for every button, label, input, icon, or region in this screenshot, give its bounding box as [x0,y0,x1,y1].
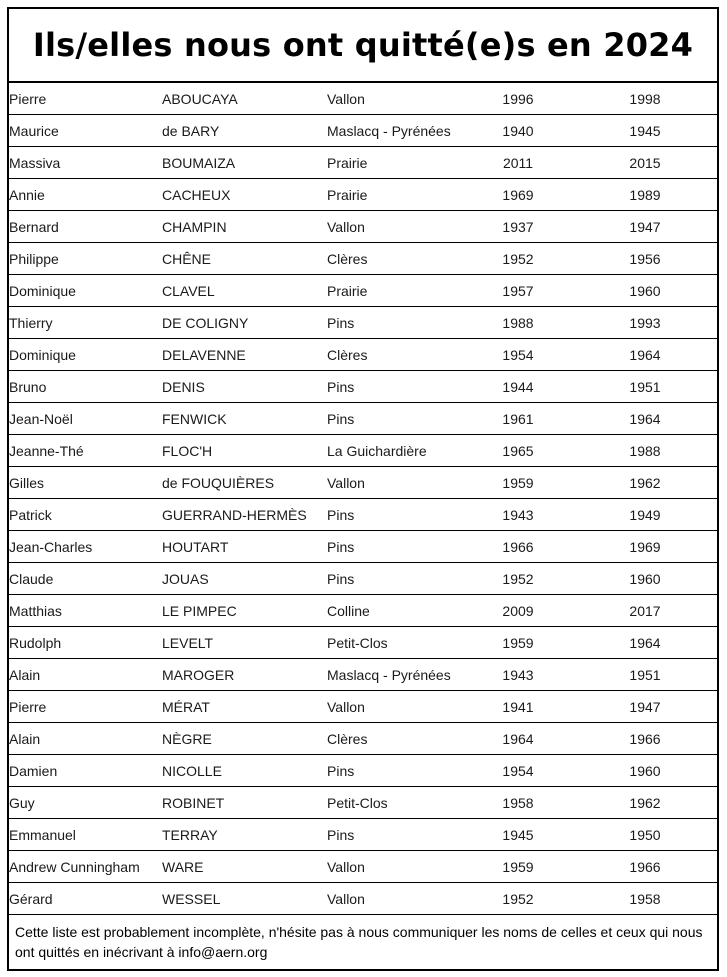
year-start-cell: 1996 [463,83,573,115]
last-name-cell: JOUAS [162,563,327,595]
first-name-cell: Bruno [9,371,162,403]
first-name-cell: Annie [9,179,162,211]
last-name-cell: GUERRAND-HERMÈS [162,499,327,531]
table-row [9,819,717,851]
table-row [9,787,717,819]
place-cell: Prairie [327,147,463,179]
year-start-cell: 1964 [463,723,573,755]
table-row [9,403,717,435]
year-end-cell: 1966 [573,851,717,883]
year-start-cell: 1940 [463,115,573,147]
last-name-cell: BOUMAIZA [162,147,327,179]
last-name-cell: DE COLIGNY [162,307,327,339]
last-name-cell: de FOUQUIÈRES [162,467,327,499]
first-name-cell: Philippe [9,243,162,275]
year-start-cell: 1937 [463,211,573,243]
first-name-cell: Guy [9,787,162,819]
last-name-cell: CACHEUX [162,179,327,211]
first-name-cell: Jean-Noël [9,403,162,435]
place-cell: Pins [327,563,463,595]
place-cell: Pins [327,819,463,851]
memorial-table-body [9,83,717,915]
year-end-cell: 1956 [573,243,717,275]
table-row [9,179,717,211]
place-cell: Vallon [327,883,463,915]
table-row [9,243,717,275]
place-cell: Vallon [327,467,463,499]
first-name-cell: Pierre [9,83,162,115]
year-start-cell: 1965 [463,435,573,467]
year-end-cell: 1989 [573,179,717,211]
last-name-cell: CHAMPIN [162,211,327,243]
last-name-cell: FLOC'H [162,435,327,467]
year-start-cell: 1957 [463,275,573,307]
table-row [9,467,717,499]
first-name-cell: Thierry [9,307,162,339]
table-row [9,563,717,595]
first-name-cell: Dominique [9,275,162,307]
last-name-cell: NÈGRE [162,723,327,755]
year-start-cell: 1954 [463,755,573,787]
year-start-cell: 1952 [463,243,573,275]
first-name-cell: Pierre [9,691,162,723]
first-name-cell: Jean-Charles [9,531,162,563]
table-row [9,339,717,371]
place-cell: Maslacq - Pyrénées [327,659,463,691]
place-cell: Petit-Clos [327,627,463,659]
last-name-cell: DELAVENNE [162,339,327,371]
table-row [9,595,717,627]
year-end-cell: 1947 [573,211,717,243]
year-end-cell: 1958 [573,883,717,915]
year-end-cell: 1950 [573,819,717,851]
last-name-cell: de BARY [162,115,327,147]
last-name-cell: ROBINET [162,787,327,819]
place-cell: Vallon [327,211,463,243]
place-cell: Pins [327,499,463,531]
last-name-cell: LE PIMPEC [162,595,327,627]
year-end-cell: 2015 [573,147,717,179]
year-end-cell: 1964 [573,339,717,371]
year-start-cell: 1959 [463,627,573,659]
first-name-cell: Emmanuel [9,819,162,851]
table-row [9,115,717,147]
first-name-cell: Alain [9,659,162,691]
year-start-cell: 1954 [463,339,573,371]
place-cell: Pins [327,403,463,435]
first-name-cell: Damien [9,755,162,787]
year-start-cell: 1966 [463,531,573,563]
first-name-cell: Gérard [9,883,162,915]
year-start-cell: 1961 [463,403,573,435]
place-cell: Clères [327,339,463,371]
page-title: Ils/elles nous ont quitté(e)s en 2024 [9,9,717,83]
first-name-cell: Alain [9,723,162,755]
year-start-cell: 1969 [463,179,573,211]
table-row [9,755,717,787]
year-end-cell: 1962 [573,467,717,499]
place-cell: Prairie [327,179,463,211]
year-end-cell: 1945 [573,115,717,147]
year-end-cell: 1988 [573,435,717,467]
memorial-table [9,83,717,915]
year-start-cell: 1988 [463,307,573,339]
last-name-cell: WARE [162,851,327,883]
year-start-cell: 2011 [463,147,573,179]
first-name-cell: Maurice [9,115,162,147]
table-row [9,531,717,563]
place-cell: Vallon [327,851,463,883]
table-row [9,723,717,755]
year-end-cell: 1964 [573,403,717,435]
year-end-cell: 1960 [573,563,717,595]
last-name-cell: HOUTART [162,531,327,563]
last-name-cell: MÉRAT [162,691,327,723]
table-row [9,307,717,339]
year-end-cell: 1951 [573,659,717,691]
last-name-cell: ABOUCAYA [162,83,327,115]
year-end-cell: 1962 [573,787,717,819]
table-row [9,371,717,403]
first-name-cell: Andrew Cunningham [9,851,162,883]
place-cell: Vallon [327,83,463,115]
year-end-cell: 1951 [573,371,717,403]
year-start-cell: 1959 [463,851,573,883]
place-cell: Pins [327,307,463,339]
first-name-cell: Rudolph [9,627,162,659]
place-cell: Clères [327,723,463,755]
place-cell: Prairie [327,275,463,307]
place-cell: Petit-Clos [327,787,463,819]
first-name-cell: Gilles [9,467,162,499]
last-name-cell: CHÊNE [162,243,327,275]
year-end-cell: 1960 [573,275,717,307]
year-end-cell: 2017 [573,595,717,627]
place-cell: Vallon [327,691,463,723]
year-end-cell: 1964 [573,627,717,659]
last-name-cell: FENWICK [162,403,327,435]
first-name-cell: Jeanne-Thé [9,435,162,467]
year-start-cell: 1943 [463,659,573,691]
year-end-cell: 1966 [573,723,717,755]
first-name-cell: Patrick [9,499,162,531]
table-row [9,659,717,691]
table-row [9,627,717,659]
year-start-cell: 1945 [463,819,573,851]
last-name-cell: LEVELT [162,627,327,659]
table-row [9,147,717,179]
table-row [9,435,717,467]
table-row [9,851,717,883]
place-cell: Colline [327,595,463,627]
table-row [9,211,717,243]
year-start-cell: 1941 [463,691,573,723]
place-cell: Pins [327,531,463,563]
year-start-cell: 1952 [463,563,573,595]
memorial-list-card [7,7,719,971]
table-row [9,275,717,307]
table-row [9,83,717,115]
table-row [9,691,717,723]
year-end-cell: 1969 [573,531,717,563]
table-row [9,499,717,531]
last-name-cell: CLAVEL [162,275,327,307]
table-row [9,883,717,915]
last-name-cell: TERRAY [162,819,327,851]
last-name-cell: MAROGER [162,659,327,691]
last-name-cell: DENIS [162,371,327,403]
place-cell: La Guichardière [327,435,463,467]
footer-note: Cette liste est probablement incomplète, n'hésite pas à nous communiquer les noms de celles et ceux qui nous ont quittés en inécrivant à info@aern.org [15,924,703,960]
year-start-cell: 1943 [463,499,573,531]
year-start-cell: 1952 [463,883,573,915]
first-name-cell: Bernard [9,211,162,243]
year-start-cell: 1958 [463,787,573,819]
year-start-cell: 1944 [463,371,573,403]
last-name-cell: WESSEL [162,883,327,915]
place-cell: Pins [327,371,463,403]
year-start-cell: 1959 [463,467,573,499]
year-end-cell: 1949 [573,499,717,531]
year-start-cell: 2009 [463,595,573,627]
last-name-cell: NICOLLE [162,755,327,787]
year-end-cell: 1993 [573,307,717,339]
year-end-cell: 1998 [573,83,717,115]
place-cell: Maslacq - Pyrénées [327,115,463,147]
first-name-cell: Massiva [9,147,162,179]
place-cell: Pins [327,755,463,787]
first-name-cell: Claude [9,563,162,595]
year-end-cell: 1947 [573,691,717,723]
place-cell: Clères [327,243,463,275]
year-end-cell: 1960 [573,755,717,787]
first-name-cell: Matthias [9,595,162,627]
first-name-cell: Dominique [9,339,162,371]
